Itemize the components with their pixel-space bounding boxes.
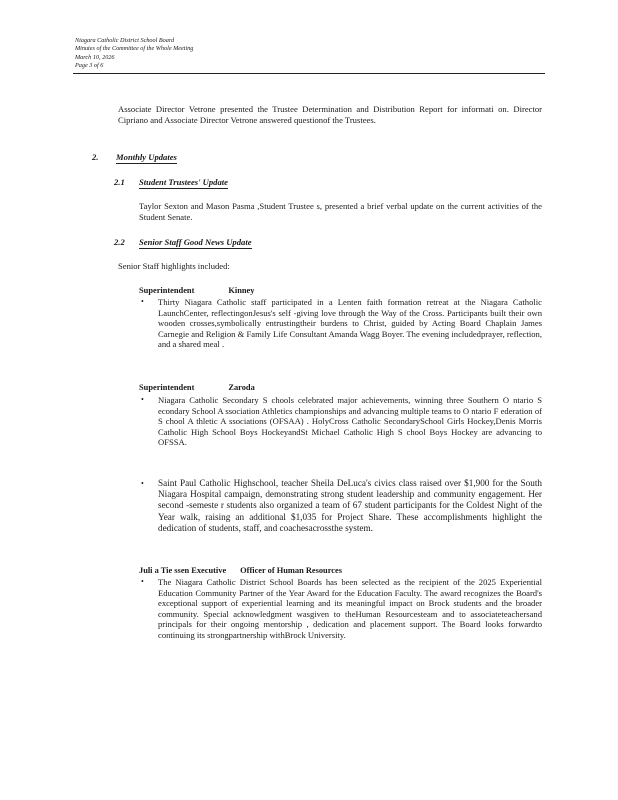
- subsection-heading-student-trustees: [114, 177, 228, 187]
- bullet-item: [141, 395, 542, 448]
- subsection-heading-senior-staff: [114, 237, 252, 247]
- bullet-text: Saint Paul Catholic Highschool, teacher Sheila DeLuca's civics class raised over $1,900 for the South Niagara Hospital campaign, demonstrating strong student leadership and community engagement. Her second -semeste r students also organized a team of 67 student participants for the Coldest Night of the Year walk, raising an additional $1,035 for Project Share. These accomplishments highlight the dedication of students, staff, and coachesacrossthe system.: [158, 478, 542, 533]
- bullet-icon: •: [141, 479, 144, 488]
- document-header: [75, 37, 193, 71]
- section-heading: [92, 152, 177, 162]
- senior-staff-intro: Senior Staff highlights included:: [118, 261, 230, 271]
- bullet-icon: •: [141, 297, 144, 306]
- student-trustees-paragraph: Taylor Sexton and Mason Pasma ,Student Trustee s, presented a brief verbal update on the current activities of the Student Senate.: [139, 201, 542, 222]
- presenter-name: Officer of Human Resources: [240, 566, 342, 575]
- bullet-text: The Niagara Catholic District School Boards has been selected as the recipient of the 2025 Experiential Education Community Partner of the Year Award for the Education Faculty. The award recognizes the Board's exceptional support of experiential learning and its meaningful impact on Brock students and the broader community. Special acknowledgment wasgiven to theHuman Resourcesteam and to associateteachersand principals for their ongoing mentorship , dedication and placement support. The Board looks forwardto continuing its strongpartnership withBrock University.: [158, 577, 542, 640]
- presenter-heading-human-resources: [139, 566, 342, 575]
- bullet-icon: •: [141, 577, 144, 586]
- bullet-item: [141, 577, 542, 641]
- presenter-name: Kinney: [228, 286, 255, 295]
- header-divider: [73, 73, 545, 74]
- subsection-title: Senior Staff Good News Update: [139, 237, 252, 247]
- bullet-text: Niagara Catholic Secondary S chools celebrated major achievements, winning three Southern O ntario S econdary School A ssociation Athletics championships and advancing multiple teams to O ntario F ederation of S chool A thletic A ssociations (OFSAA) . HolyCross Catholic SecondarySchool Girls Hockey,Denis Morris Catholic High School Boys HockeyandSt Michael Catholic High S chool Boys Hockey are advancing to OFSSA.: [158, 395, 542, 448]
- header-meeting: Minutes of the Committee of the Whole Meeting: [75, 45, 194, 53]
- bullet-item: [141, 297, 542, 350]
- bullet-icon: •: [141, 395, 144, 404]
- subsection-number: 2.1: [114, 177, 125, 187]
- bullet-text: Thirty Niagara Catholic staff participated in a Lenten faith formation retreat at the Niagara Catholic LaunchCenter, reflectingonJesus's self -giving love through the Way of the Cross. Participants built their own wooden crosses,symbolically entrustingtheir burdens to Christ, guided by Acting Board Chaplain James Carnegie and Religion & Family Life Consultant Amanda Wagg Boyer. The evening includedprayer, reflection, and a shared meal .: [158, 297, 542, 350]
- header-page-number: Page 3 of 6: [75, 62, 104, 70]
- presenter-title: Juli a Tie ssen Executive: [139, 566, 227, 575]
- presenter-name: Zaroda: [228, 383, 255, 392]
- header-date: March 10, 2026: [75, 53, 115, 61]
- subsection-title: Student Trustees' Update: [139, 177, 228, 187]
- presenter-heading-zaroda: [139, 383, 255, 392]
- presenter-title: Superintendent: [139, 286, 195, 295]
- presenter-heading-kinney: [139, 286, 254, 295]
- presenter-title: Superintendent: [139, 383, 195, 392]
- header-organization: Niagara Catholic District School Board: [75, 37, 175, 44]
- intro-paragraph: Associate Director Vetrone presented the Trustee Determination and Distribution Report for informati on. Director Cipriano and Associate Director Vetrone answered questionof the Trustees.: [118, 104, 542, 125]
- bullet-item: [141, 478, 542, 534]
- section-number: 2.: [92, 152, 99, 162]
- subsection-number: 2.2: [114, 237, 125, 247]
- section-title: Monthly Updates: [116, 152, 177, 162]
